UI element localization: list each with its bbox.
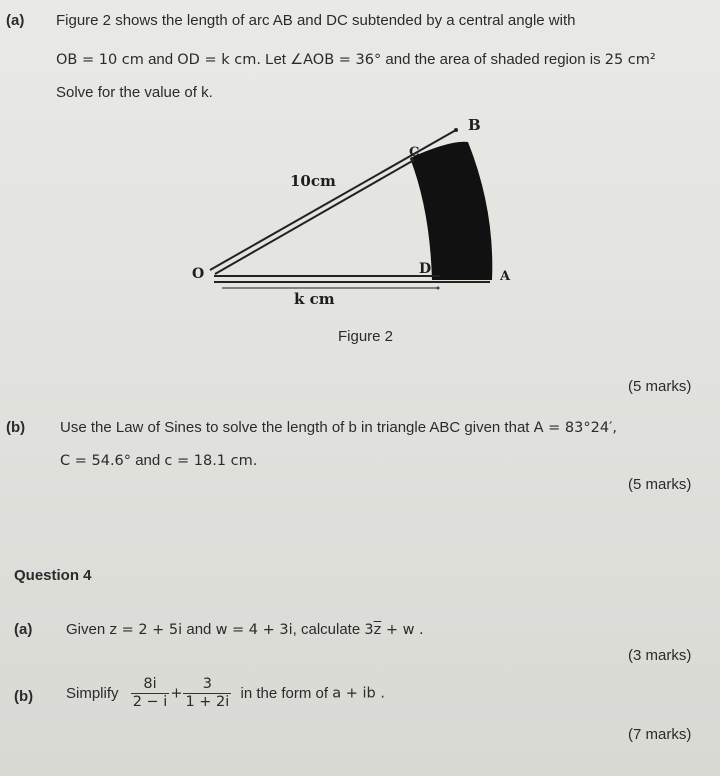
q3a-area: 25 cm² — [604, 52, 656, 68]
q4b-label: (b) — [14, 688, 34, 705]
q4b-plus: + — [170, 685, 183, 702]
q4a-expression — [364, 622, 423, 638]
q4b-line — [66, 676, 385, 711]
q3b-label: (b) — [6, 419, 26, 436]
q4a-and: and — [186, 621, 212, 638]
q4a-z: z = 2 + 5i — [109, 622, 183, 638]
label-10cm: 10cm — [290, 172, 336, 190]
label-d: D — [419, 261, 432, 277]
q4b-marks: (7 marks) — [628, 726, 692, 743]
q3a-od: OD = k cm. — [177, 52, 261, 68]
q4b-frac1-num: 8i — [131, 676, 170, 694]
q3b-line2 — [60, 452, 257, 469]
figure-2-diagram — [150, 110, 550, 310]
q3b-line1: Use the Law of Sines to solve the length of b in triangle ABC given that — [60, 419, 530, 436]
label-kcm: k cm — [294, 290, 335, 308]
kcm-dot — [437, 287, 440, 290]
q3a-ob: OB = 10 cm — [56, 52, 144, 68]
q3a-marks: (5 marks) — [628, 378, 692, 395]
q4b-frac1-den: 2 − i — [132, 694, 168, 710]
label-o: O — [192, 266, 205, 282]
q3b-side-c: c = 18.1 cm. — [164, 453, 258, 469]
q4b-frac2-den: 1 + 2i — [185, 694, 230, 710]
q3b-and: and — [135, 452, 161, 469]
q3a-angle: ∠AOB = 36° — [290, 52, 382, 68]
q4b-fraction-1 — [131, 676, 170, 711]
q4a-expr-zbar: $\overline{z}$ — [373, 622, 382, 638]
q3a-let: Let — [265, 51, 286, 68]
q3a-line1: Figure 2 shows the length of arc AB and DC subtended by a central angle with — [56, 12, 576, 29]
q4a-marks: (3 marks) — [628, 647, 692, 664]
q4a-given: Given — [66, 621, 106, 638]
q4a-expr-rest: + w . — [385, 622, 424, 638]
q3a-line3: Solve for the value of k. — [56, 84, 213, 101]
label-a: A — [500, 269, 511, 284]
label-b: B — [468, 116, 481, 134]
q3a-and2: and the area of shaded region is — [385, 51, 601, 68]
q3b-angle-c: C = 54.6° — [60, 453, 132, 469]
q4a-calc: , calculate — [292, 621, 361, 638]
q3a-line2 — [56, 51, 656, 68]
q4b-frac2-num: 3 — [183, 676, 231, 694]
q4a-w: w = 4 + 3i — [215, 622, 293, 638]
q4a-label: (a) — [14, 621, 33, 638]
figure-caption: Figure 2 — [338, 328, 394, 345]
q3a-label: (a) — [6, 12, 25, 29]
q4a-expr-coef: 3 — [364, 622, 374, 638]
point-b-dot — [454, 128, 458, 132]
q3b-marks: (5 marks) — [628, 476, 692, 493]
q3b-angle-a: A = 83°24′, — [533, 420, 617, 436]
q4-title: Question 4 — [14, 567, 92, 584]
q4b-simplify: Simplify — [66, 685, 119, 702]
q4a-line — [66, 621, 424, 638]
q4b-target: a + ib . — [332, 685, 385, 702]
q3b-line1-wrap — [60, 419, 617, 436]
shaded-region — [410, 142, 492, 280]
q3a-and1: and — [148, 51, 174, 68]
q4b-form: in the form of — [240, 685, 329, 702]
label-c: C — [409, 145, 420, 160]
q4b-fraction-2 — [183, 676, 231, 711]
